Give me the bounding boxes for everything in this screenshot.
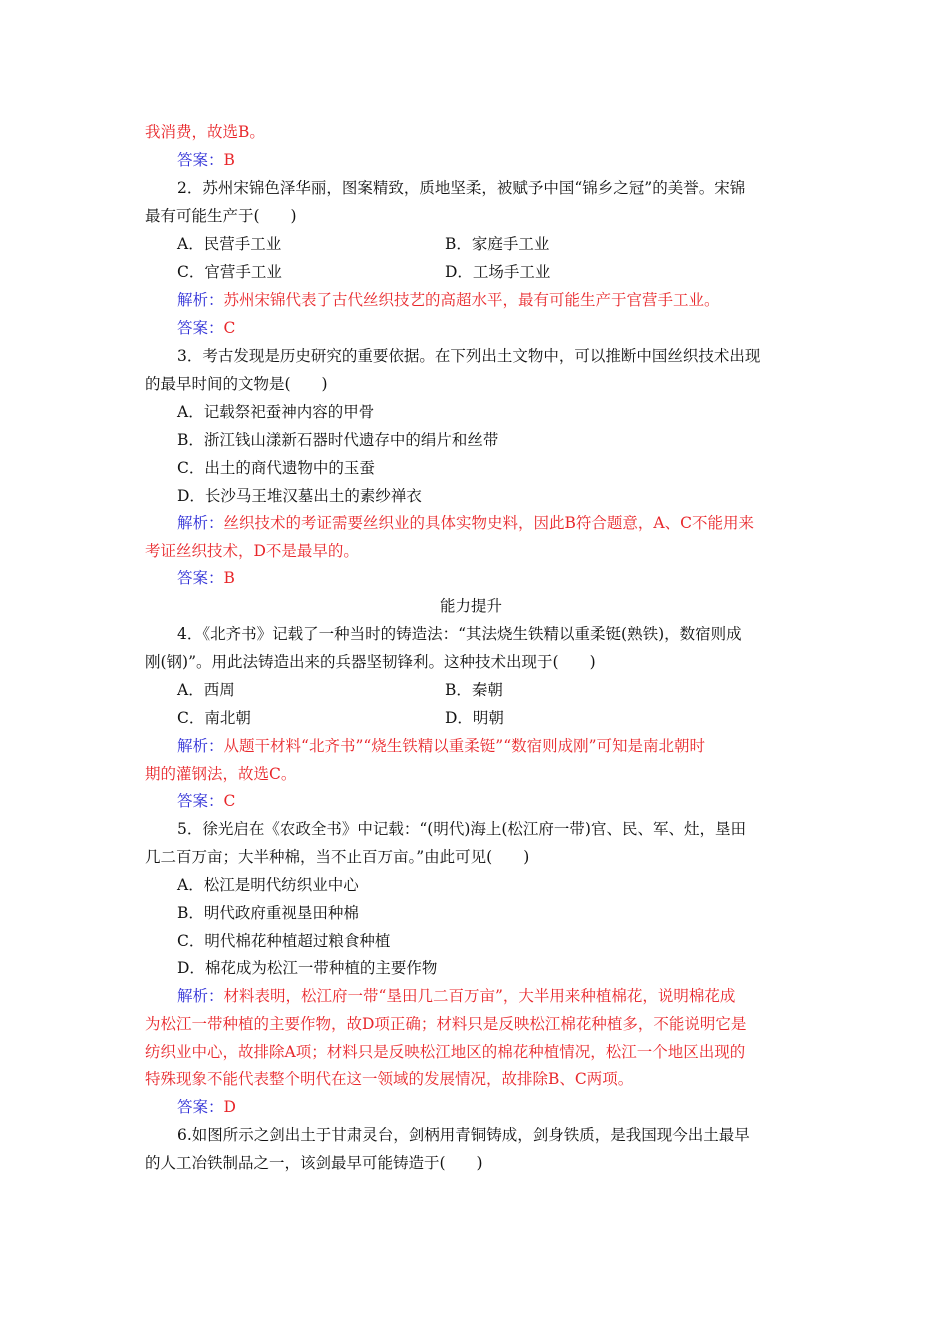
option-c: C．官营手工业 bbox=[177, 263, 282, 281]
explanation-text: 从题干材料“北齐书”“烧生铁精以重柔铤”“数宿则成刚”可知是南北朝时 bbox=[223, 737, 706, 755]
option-d: D．棉花成为松江一带种植的主要作物 bbox=[177, 959, 438, 977]
answer-label: 答案： bbox=[177, 792, 224, 810]
option-b: B．家庭手工业 bbox=[445, 235, 550, 253]
explanation-text-cont: 期的灌钢法，故选C。 bbox=[145, 765, 297, 783]
answer-value: B bbox=[223, 151, 235, 169]
answer-label: 答案： bbox=[177, 151, 224, 169]
answer-label: 答案： bbox=[177, 1098, 224, 1116]
question-3-text: 3．考古发现是历史研究的重要依据。在下列出土文物中，可以推断中国丝织技术出现 bbox=[177, 347, 761, 365]
option-b: B．秦朝 bbox=[445, 681, 503, 699]
answer-line bbox=[177, 1096, 236, 1118]
option-b: B．明代政府重视垦田种棉 bbox=[177, 904, 359, 922]
option-a: A．记载祭祀蚕神内容的甲骨 bbox=[177, 403, 375, 421]
explanation-text-cont: 纺织业中心，故排除A项；材料只是反映松江地区的棉花种植情况，松江一个地区出现的 bbox=[145, 1043, 746, 1061]
question-2-text-cont: 最有可能生产于( ) bbox=[145, 207, 297, 225]
explanation-text-cont: 考证丝织技术，D不是最早的。 bbox=[145, 542, 359, 560]
section-heading: 能力提升 bbox=[440, 597, 503, 615]
option-b: B．浙江钱山漾新石器时代遗存中的绢片和丝带 bbox=[177, 431, 499, 449]
explanation-text: 苏州宋锦代表了古代丝织技艺的高超水平，最有可能生产于官营手工业。 bbox=[223, 291, 720, 309]
answer-line bbox=[177, 567, 235, 589]
answer-value: B bbox=[223, 569, 235, 587]
question-4-text: 4．《北齐书》记载了一种当时的铸造法：“其法烧生铁精以重柔铤(熟铁)，数宿则成 bbox=[177, 625, 742, 643]
option-a: A．民营手工业 bbox=[177, 235, 282, 253]
explanation-line bbox=[177, 735, 705, 757]
explanation-line bbox=[177, 985, 735, 1007]
explanation-label: 解析： bbox=[177, 291, 224, 309]
explanation-text-cont: 特殊现象不能代表整个明代在这一领域的发展情况，故排除B、C两项。 bbox=[145, 1070, 634, 1088]
explanation-label: 解析： bbox=[177, 514, 224, 532]
answer-label: 答案： bbox=[177, 569, 224, 587]
answer-line bbox=[177, 149, 235, 171]
answer-value: C bbox=[223, 319, 236, 337]
question-4-text-cont: 刚(钢)”。用此法铸造出来的兵器坚韧锋利。这种技术出现于( ) bbox=[145, 653, 596, 671]
option-a: A．松江是明代纺织业中心 bbox=[177, 876, 359, 894]
explanation-text: 材料表明，松江府一带“垦田几二百万亩”，大半用来种植棉花，说明棉花成 bbox=[223, 987, 736, 1005]
answer-line bbox=[177, 317, 235, 339]
explanation-text-cont: 为松江一带种植的主要作物，故D项正确；材料只是反映松江棉花种植多，不能说明它是 bbox=[145, 1015, 747, 1033]
question-5-text: 5．徐光启在《农政全书》中记载：“(明代)海上(松江府一带)官、民、军、灶，垦田 bbox=[177, 820, 746, 838]
option-c: C．明代棉花种植超过粮食种植 bbox=[177, 932, 391, 950]
question-5-text-cont: 几二百万亩；大半种棉，当不止百万亩。”由此可见( ) bbox=[145, 848, 530, 866]
answer-value: C bbox=[223, 792, 236, 810]
option-d: D．明朝 bbox=[445, 709, 504, 727]
continued-explanation: 我消费，故选B。 bbox=[145, 123, 265, 141]
explanation-text: 丝织技术的考证需要丝织业的具体实物史料，因此B符合题意，A、C不能用来 bbox=[223, 514, 754, 532]
explanation-label: 解析： bbox=[177, 737, 224, 755]
question-2-text: 2．苏州宋锦色泽华丽，图案精致，质地坚柔，被赋予中国“锦乡之冠”的美誉。宋锦 bbox=[177, 179, 746, 197]
explanation-line bbox=[177, 512, 754, 534]
question-6-text-cont: 的人工冶铁制品之一，该剑最早可能铸造于( ) bbox=[145, 1154, 483, 1172]
option-a: A．西周 bbox=[177, 681, 235, 699]
answer-value: D bbox=[223, 1098, 236, 1116]
option-d: D．长沙马王堆汉墓出土的素纱禅衣 bbox=[177, 487, 422, 505]
explanation-line bbox=[177, 289, 720, 311]
answer-line bbox=[177, 790, 235, 812]
answer-label: 答案： bbox=[177, 319, 224, 337]
option-c: C．南北朝 bbox=[177, 709, 251, 727]
option-c: C．出土的商代遗物中的玉蚕 bbox=[177, 459, 375, 477]
explanation-label: 解析： bbox=[177, 987, 224, 1005]
option-d: D．工场手工业 bbox=[445, 263, 551, 281]
question-6-text: 6.如图所示之剑出土于甘肃灵台，剑柄用青铜铸成，剑身铁质，是我国现今出土最早 bbox=[177, 1126, 750, 1144]
question-3-text-cont: 的最早时间的文物是( ) bbox=[145, 375, 328, 393]
